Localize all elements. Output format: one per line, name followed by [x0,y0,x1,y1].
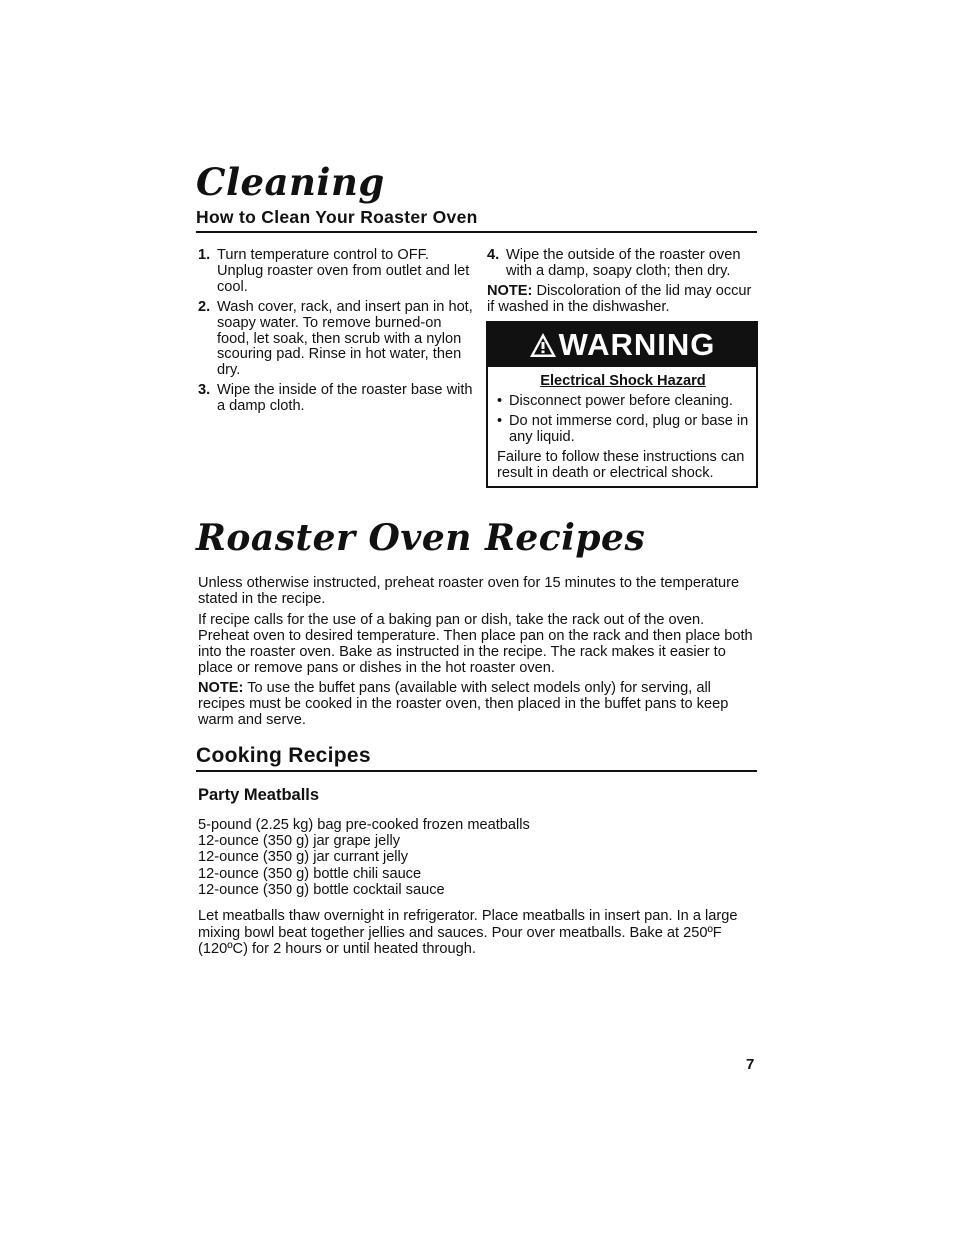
bullet-text: Disconnect power before cleaning. [509,392,733,409]
step-number: 1. [198,247,211,263]
cleaning-note [487,284,759,316]
cleaning-step [198,248,473,296]
note-text: Discoloration of the lid may occur if washed in the dishwasher. [487,282,752,315]
ingredient-item: 12-ounce (350 g) jar currant jelly [198,849,409,866]
ingredient-list [198,817,754,898]
intro-paragraph: Unless otherwise instructed, preheat roaster oven for 15 minutes to the temperature stated in the recipe. [198,575,740,607]
note-label: NOTE: [198,680,244,697]
ingredient-item: 5-pound (2.25 kg) bag pre-cooked frozen meatballs [198,817,530,833]
cleaning-step [487,248,759,280]
recipe-method: Let meatballs thaw overnight in refrigerator. Place meatballs in insert pan. In a large mixing bowl beat together jellies and sauces. Pour over meatballs. Bake at 250ºF (120ºC) for 2 hours or until heated through. [198,908,738,958]
buffet-note [198,681,754,729]
note-text: To use the buffet pans (available with select models only) for serving, all recipes must be cooked in the roaster oven, then placed in the buffet pans to keep warm and serve. [198,680,729,729]
section-rule [196,770,757,772]
recipes-title: Roaster Oven Recipes [196,517,646,559]
step-number: 2. [198,298,211,315]
cleaning-steps-list-continued [487,248,759,280]
bullet-text: Do not immerse cord, plug or base in any liquid. [509,412,749,445]
note-label: NOTE: [487,282,533,299]
bullet-mark: • [497,412,503,429]
recipe-name: Party Meatballs [198,786,320,804]
warning-footer: Failure to follow these instructions can result in death or electrical shock. [497,448,745,481]
ingredient-item: 12-ounce (350 g) jar grape jelly [198,833,400,850]
warning-triangle-icon [529,332,557,358]
section-rule [196,231,757,233]
step-text: Wash cover, rack, and insert pan in hot, soapy water. To remove burned-on food, let soak, then scrub with a nylon scouring pad. Rinse in hot water, then dry. [217,298,473,379]
ingredient-item: 12-ounce (350 g) bottle cocktail sauce [198,881,445,898]
warning-label: WARNING [558,327,716,363]
cleaning-step [198,300,473,380]
warning-box [486,321,758,488]
cleaning-steps-list [198,248,473,415]
page-number: 7 [746,1056,755,1073]
cleaning-step [198,383,473,415]
hazard-title: Electrical Shock Hazard [540,373,706,389]
ingredient-item: 12-ounce (350 g) bottle chili sauce [198,865,422,882]
warning-body [497,374,759,481]
warning-bullet [497,394,759,410]
step-number: 4. [487,247,500,263]
warning-banner [488,323,756,367]
recipes-intro [198,576,754,734]
step-text: Turn temperature control to OFF. Unplug roaster oven from outlet and let cool. [217,247,470,295]
intro-paragraph: If recipe calls for the use of a baking pan or dish, take the rack out of the oven. Preheat oven to desired temperature. Then place pan on the rack and then place both into the roaster oven. Bake as instructed in the recipe. The rack makes it easier to place or remove pans or dishes in the hot roaster oven. [198,611,753,676]
cleaning-title: Cleaning [196,160,385,204]
step-text: Wipe the outside of the roaster oven with a damp, soapy cloth; then dry. [506,247,741,279]
step-text: Wipe the inside of the roaster base with a damp cloth. [217,382,473,415]
cooking-recipes-heading: Cooking Recipes [196,744,371,767]
warning-bullet [497,414,759,446]
step-number: 3. [198,382,211,399]
cleaning-steps-left [198,248,473,419]
cleaning-steps-right [487,248,759,316]
bullet-mark: • [497,392,503,409]
how-to-clean-heading: How to Clean Your Roaster Oven [196,207,478,227]
